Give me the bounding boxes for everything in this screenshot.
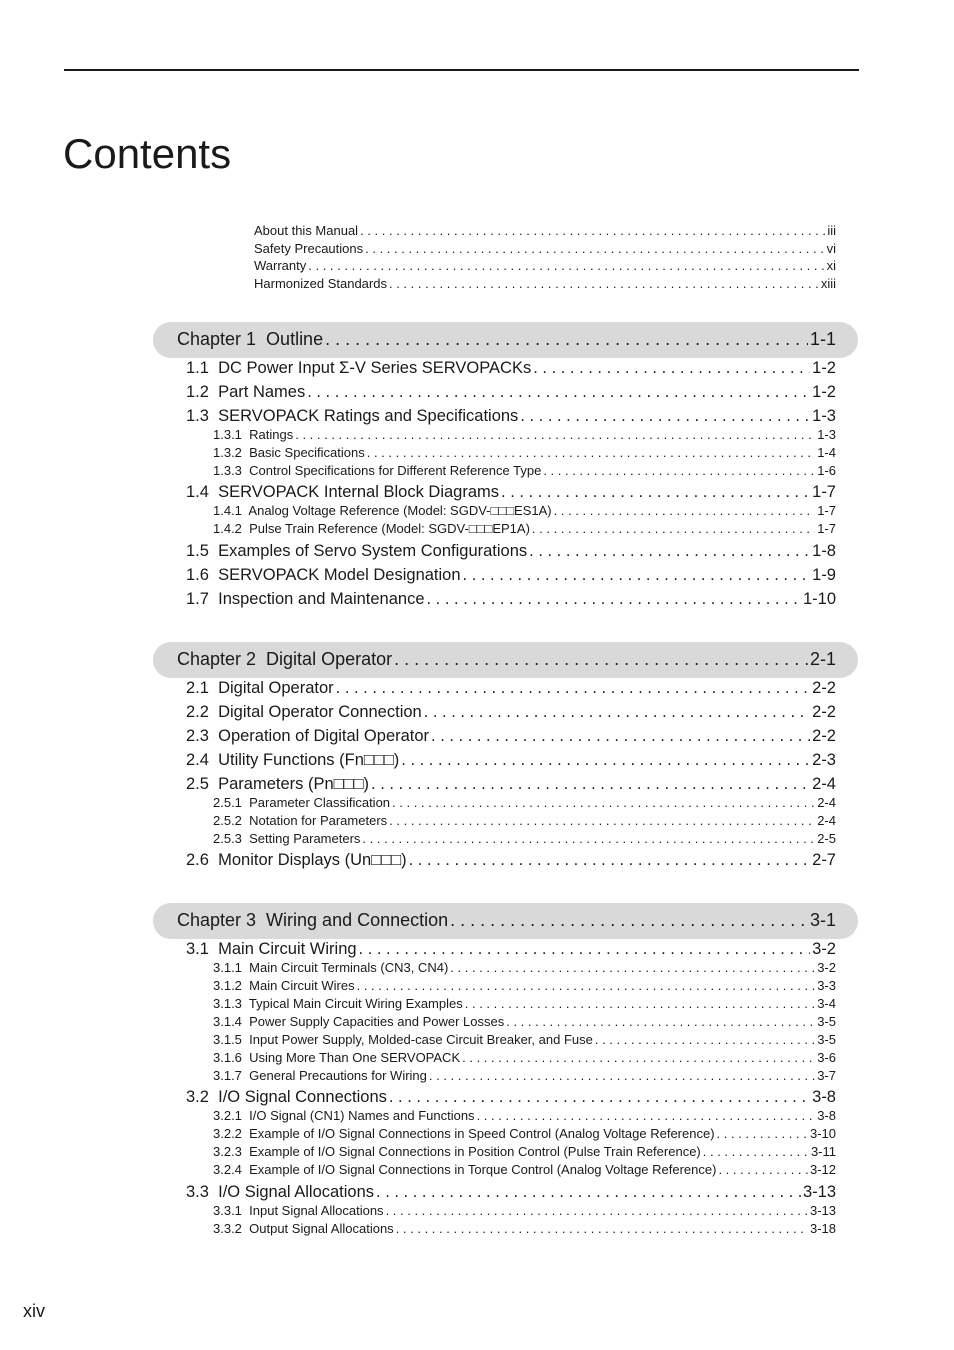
subsection-entry[interactable] xyxy=(213,1162,836,1179)
section-entry[interactable] xyxy=(186,751,836,773)
subsection-entry[interactable] xyxy=(213,795,836,812)
toc-entry-title: 2.5.2 Notation for Parameters xyxy=(213,813,388,828)
dot-leader xyxy=(295,427,815,442)
toc-entry-title: 1.1 DC Power Input Σ-V Series SERVOPACKs xyxy=(186,359,532,377)
dot-leader xyxy=(450,910,808,931)
toc-entry-page: 1-3 xyxy=(817,427,836,442)
toc-entry-page: 1-8 xyxy=(812,541,836,560)
subsection-entry[interactable] xyxy=(213,813,836,830)
page-number: xiv xyxy=(23,1301,45,1321)
subsection-entry[interactable] xyxy=(213,463,836,480)
dot-leader xyxy=(386,1203,808,1218)
toc-entry-title: 3.1 Main Circuit Wiring xyxy=(186,940,357,958)
toc-entry-page: 2-2 xyxy=(812,679,836,697)
dot-leader xyxy=(450,960,815,975)
toc-entry-page: 3-5 xyxy=(817,1014,836,1029)
toc-entry-page: 3-4 xyxy=(817,996,836,1011)
dot-leader xyxy=(520,407,810,426)
section-entry[interactable] xyxy=(186,727,836,749)
subsection-entry[interactable] xyxy=(213,1050,836,1067)
section-entry[interactable] xyxy=(186,483,836,505)
toc-entry-title: Chapter 3 Wiring and Connection xyxy=(177,910,449,930)
chapter-entry[interactable] xyxy=(177,329,836,353)
toc-entry-title: 2.3 Operation of Digital Operator xyxy=(186,727,430,745)
toc-entry-title: 1.6 SERVOPACK Model Designation xyxy=(186,565,461,584)
toc-entry-title: 3.2.4 Example of I/O Signal Connections in Torque Control (Analog Voltage Reference) xyxy=(213,1162,717,1178)
toc-entry-title: 1.3.3 Control Specifications for Different Reference Type xyxy=(213,463,542,478)
dot-leader xyxy=(376,1183,801,1202)
dot-leader xyxy=(389,1088,810,1107)
dot-leader xyxy=(533,359,810,378)
toc-entry-page: 3-8 xyxy=(817,1108,836,1124)
subsection-entry[interactable] xyxy=(213,1144,836,1161)
toc-entry-page: 2-3 xyxy=(812,751,836,769)
toc-entry-page: 2-4 xyxy=(812,775,836,793)
section-entry[interactable] xyxy=(186,679,836,701)
toc-entry-title: 3.1.5 Input Power Supply, Molded-case Circuit Breaker, and Fuse xyxy=(213,1032,593,1047)
section-entry[interactable] xyxy=(186,407,836,429)
dot-leader xyxy=(362,831,815,846)
dot-leader xyxy=(325,329,808,350)
dot-leader xyxy=(336,679,810,698)
subsection-entry[interactable] xyxy=(213,1126,836,1143)
toc-entry-title: 2.2 Digital Operator Connection xyxy=(186,703,422,721)
toc-entry-title: 2.5.1 Parameter Classification xyxy=(213,795,391,810)
toc-entry-page: xiii xyxy=(820,275,836,291)
toc-entry-title: Safety Precautions xyxy=(254,240,364,256)
dot-leader xyxy=(431,727,810,746)
toc-entry-page: 3-10 xyxy=(809,1126,836,1142)
subsection-entry[interactable] xyxy=(213,503,836,520)
subsection-entry[interactable] xyxy=(213,978,836,995)
toc-entry-title: 3.2.2 Example of I/O Signal Connections in Speed Control (Analog Voltage Reference) xyxy=(213,1126,715,1142)
dot-leader xyxy=(424,703,810,722)
toc-entry-title: 3.1.2 Main Circuit Wires xyxy=(213,978,355,993)
toc-entry-page: 2-4 xyxy=(817,813,836,828)
dot-leader xyxy=(429,1068,815,1083)
toc-entry-page: 3-2 xyxy=(812,940,836,958)
subsection-entry[interactable] xyxy=(213,960,836,977)
toc-entry-title: 3.3.2 Output Signal Allocations xyxy=(213,1220,394,1236)
toc-entry-page: 2-5 xyxy=(817,831,836,846)
toc-entry-page: 2-4 xyxy=(817,795,836,810)
toc-entry-title: Chapter 2 Digital Operator xyxy=(177,649,393,669)
dot-leader xyxy=(308,258,824,273)
toc-entry-title: 1.3 SERVOPACK Ratings and Specifications xyxy=(186,407,519,425)
toc-entry-page: 1-1 xyxy=(809,329,836,349)
toc-entry-page: vi xyxy=(826,240,836,256)
subsection-entry[interactable] xyxy=(213,427,836,444)
toc-entry-title: 3.1.6 Using More Than One SERVOPACK xyxy=(213,1050,461,1065)
toc-entry-title: 3.2.1 I/O Signal (CN1) Names and Functions xyxy=(213,1108,475,1124)
front-matter-entry[interactable] xyxy=(254,223,836,240)
toc-entry-page: 2-2 xyxy=(812,703,836,721)
section-entry[interactable] xyxy=(186,1088,836,1110)
toc-entry-page: 3-6 xyxy=(817,1050,836,1065)
subsection-entry[interactable] xyxy=(213,831,836,848)
subsection-entry[interactable] xyxy=(213,445,836,462)
section-entry[interactable] xyxy=(186,590,836,612)
toc-entry-page: 3-2 xyxy=(817,960,836,975)
section-entry[interactable] xyxy=(186,940,836,962)
dot-leader xyxy=(359,940,811,959)
toc-entry-title: 1.5 Examples of Servo System Configurations xyxy=(186,541,528,560)
chapter-entry[interactable] xyxy=(177,910,836,934)
dot-leader xyxy=(389,813,815,828)
dot-leader xyxy=(465,996,815,1011)
toc-entry-page: 1-2 xyxy=(812,383,836,401)
dot-leader xyxy=(595,1032,815,1047)
toc-entry-page: 1-6 xyxy=(817,463,836,478)
toc-entry-title: 2.4 Utility Functions (Fn□□□) xyxy=(186,751,400,769)
front-matter-entry[interactable] xyxy=(254,276,836,293)
dot-leader xyxy=(401,751,810,770)
toc-entry-title: 1.4.2 Pulse Train Reference (Model: SGDV-□□□EP1A) xyxy=(213,521,530,537)
dot-leader xyxy=(477,1108,816,1123)
toc-entry-page: iii xyxy=(827,223,836,238)
toc-entry-page: 3-13 xyxy=(809,1202,836,1218)
toc-entry-title: 3.2 I/O Signal Connections xyxy=(186,1088,387,1107)
toc-entry-page: 1-10 xyxy=(802,589,836,608)
toc-entry-title: 2.1 Digital Operator xyxy=(186,679,334,697)
toc-entry-title: 3.3.1 Input Signal Allocations xyxy=(213,1202,384,1218)
toc-entry-title: Warranty xyxy=(254,258,307,273)
toc-entry-title: 3.1.4 Power Supply Capacities and Power Losses xyxy=(213,1014,505,1029)
toc-entry-page: 2-2 xyxy=(812,727,836,745)
toc-entry-page: 2-1 xyxy=(809,649,836,669)
dot-leader xyxy=(357,978,816,993)
toc-entry-page: 1-3 xyxy=(812,407,836,425)
dot-leader xyxy=(409,851,811,870)
front-matter-entry[interactable] xyxy=(254,258,836,275)
dot-leader xyxy=(529,542,810,561)
dot-leader xyxy=(371,775,810,794)
toc-entry-page: 3-11 xyxy=(810,1144,836,1160)
toc-entry-page: 3-8 xyxy=(812,1088,836,1107)
toc-entry-title: 3.1.7 General Precautions for Wiring xyxy=(213,1068,427,1083)
toc-entry-page: 3-18 xyxy=(809,1220,836,1236)
toc-entry-page: xi xyxy=(826,258,836,273)
dot-leader xyxy=(427,590,801,609)
toc-entry-title: 2.6 Monitor Displays (Un□□□) xyxy=(186,851,407,870)
toc-entry-title: 1.4.1 Analog Voltage Reference (Model: SGDV-□□□ES1A) xyxy=(213,503,552,519)
toc-entry-page: 1-4 xyxy=(817,445,836,460)
page-title: Contents xyxy=(63,130,232,177)
subsection-entry[interactable] xyxy=(213,1032,836,1049)
toc-entry-title: 2.5 Parameters (Pn□□□) xyxy=(186,775,370,793)
toc-entry-page: 1-7 xyxy=(817,503,836,519)
dot-leader xyxy=(394,649,808,670)
top-rule xyxy=(64,69,859,71)
section-entry[interactable] xyxy=(186,851,836,873)
toc-entry-page: 3-13 xyxy=(802,1182,836,1201)
toc-entry-title: 2.5.3 Setting Parameters xyxy=(213,831,361,846)
dot-leader xyxy=(396,1221,808,1236)
subsection-entry[interactable] xyxy=(213,1068,836,1085)
subsection-entry[interactable] xyxy=(213,1014,836,1031)
toc-entry-page: 1-7 xyxy=(812,483,836,502)
dot-leader xyxy=(717,1126,808,1141)
toc-entry-title: About this Manual xyxy=(254,223,359,238)
dot-leader xyxy=(506,1014,815,1029)
dot-leader xyxy=(307,383,810,402)
subsection-entry[interactable] xyxy=(213,1221,836,1238)
front-matter-entry[interactable] xyxy=(254,241,836,258)
toc-entry-page: 3-5 xyxy=(817,1032,836,1047)
chapter-entry[interactable] xyxy=(177,649,836,673)
dot-leader xyxy=(365,241,824,256)
subsection-entry[interactable] xyxy=(213,1203,836,1220)
dot-leader xyxy=(462,1050,815,1065)
dot-leader xyxy=(718,1162,808,1177)
toc-entry-title: 1.7 Inspection and Maintenance xyxy=(186,589,425,608)
toc-entry-title: 3.1.3 Typical Main Circuit Wiring Examples xyxy=(213,996,463,1011)
section-entry[interactable] xyxy=(186,775,836,797)
subsection-entry[interactable] xyxy=(213,521,836,538)
toc-entry-title: 3.1.1 Main Circuit Terminals (CN3, CN4) xyxy=(213,960,449,975)
toc-entry-title: 3.2.3 Example of I/O Signal Connections in Position Control (Pulse Train Reference) xyxy=(213,1144,701,1160)
toc-entry-title: 1.3.2 Basic Specifications xyxy=(213,445,365,460)
toc-entry-title: Chapter 1 Outline xyxy=(177,329,324,349)
toc-entry-page: 1-7 xyxy=(817,521,836,537)
section-entry[interactable] xyxy=(186,383,836,405)
section-entry[interactable] xyxy=(186,359,836,381)
toc-entry-page: 1-2 xyxy=(812,359,836,377)
section-entry[interactable] xyxy=(186,566,836,588)
subsection-entry[interactable] xyxy=(213,996,836,1013)
dot-leader xyxy=(543,463,815,478)
toc-entry-page: 3-7 xyxy=(817,1068,836,1083)
dot-leader xyxy=(532,521,815,536)
dot-leader xyxy=(501,483,810,502)
toc-entry-title: Harmonized Standards xyxy=(254,275,387,291)
section-entry[interactable] xyxy=(186,703,836,725)
toc-entry-title: 3.3 I/O Signal Allocations xyxy=(186,1182,375,1201)
dot-leader xyxy=(367,445,815,460)
toc-entry-page: 3-1 xyxy=(809,910,836,930)
dot-leader xyxy=(360,223,825,238)
toc-entry-title: 1.3.1 Ratings xyxy=(213,427,294,442)
dot-leader xyxy=(463,566,811,585)
toc-entry-page: 3-3 xyxy=(817,978,836,993)
toc-entry-page: 1-9 xyxy=(812,565,836,584)
dot-leader xyxy=(703,1144,809,1159)
toc-entry-page: 2-7 xyxy=(812,851,836,870)
section-entry[interactable] xyxy=(186,1183,836,1205)
section-entry[interactable] xyxy=(186,542,836,564)
dot-leader xyxy=(389,276,819,291)
subsection-entry[interactable] xyxy=(213,1108,836,1125)
dot-leader xyxy=(554,503,816,518)
toc-entry-title: 1.4 SERVOPACK Internal Block Diagrams xyxy=(186,483,500,502)
toc-entry-page: 3-12 xyxy=(809,1162,836,1178)
dot-leader xyxy=(392,795,815,810)
toc-entry-title: 1.2 Part Names xyxy=(186,383,306,401)
